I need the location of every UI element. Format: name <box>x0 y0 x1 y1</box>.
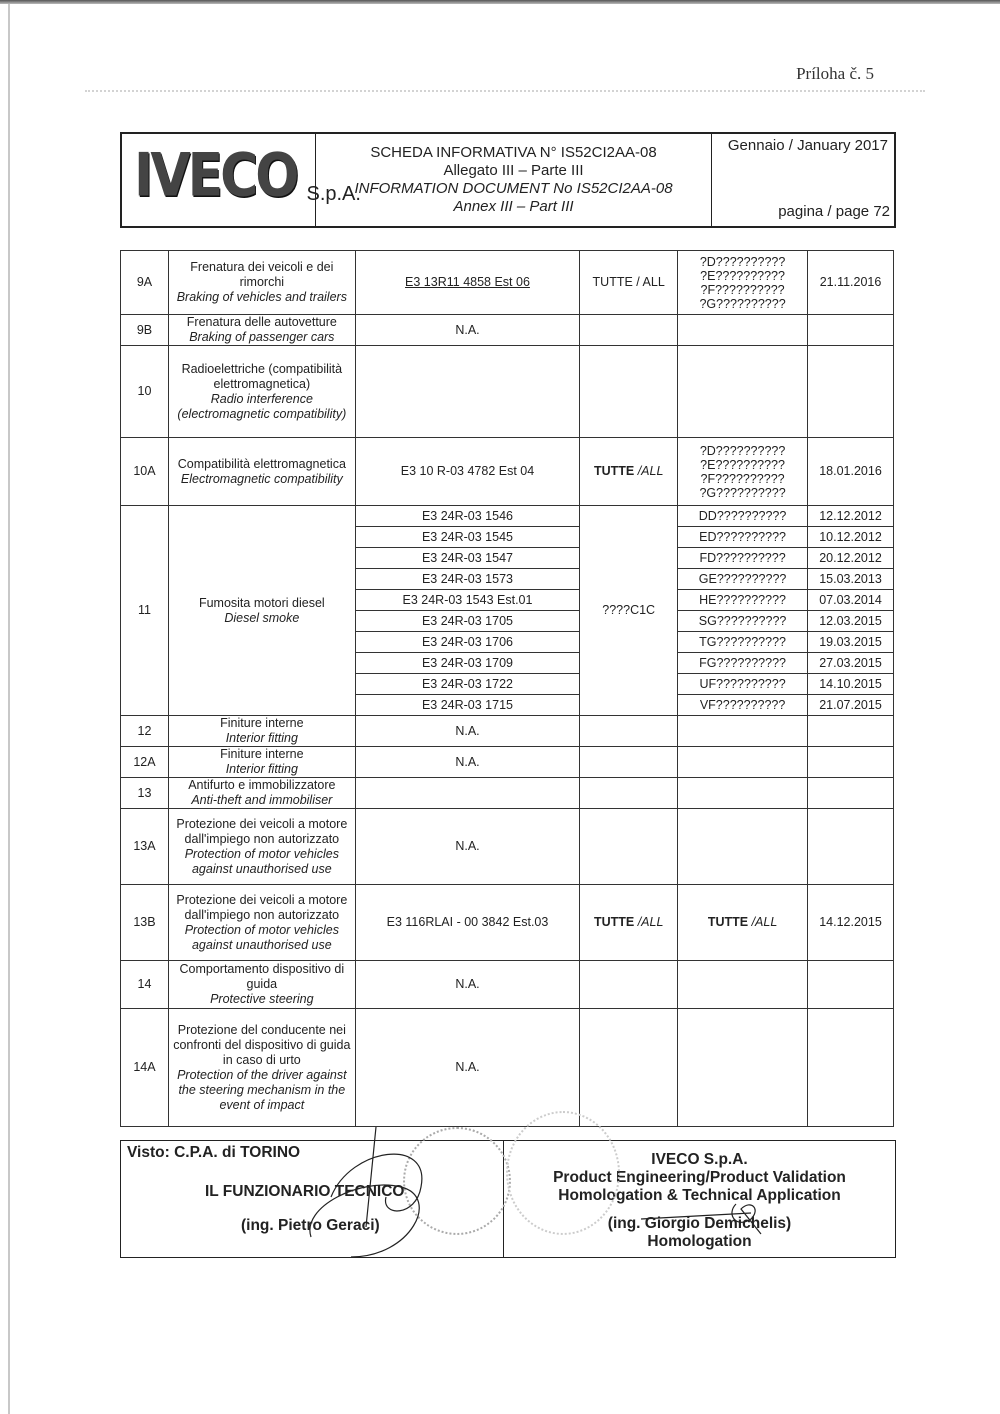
approval-number: E3 24R-03 1573 <box>355 569 580 590</box>
table-row <box>121 506 894 527</box>
description-it: Comportamento dispositivo di guida <box>179 962 345 991</box>
approval-number: E3 24R-03 1715 <box>355 695 580 716</box>
description-en: Interior fitting <box>225 762 298 776</box>
item-code: 13A <box>121 809 169 885</box>
description-it: Protezione del conducente nei confronti del dispositivo di guida in caso di urto <box>173 1022 351 1067</box>
variant-code: FG?????????? <box>678 653 808 674</box>
description-it: Compatibilità elettromagnetica <box>177 456 346 471</box>
authority-signature <box>121 1141 504 1257</box>
variants <box>678 778 808 809</box>
variants <box>678 747 808 778</box>
manufacturer-stamp-icon <box>506 1111 620 1235</box>
table-row <box>121 885 894 961</box>
document-title-it: SCHEDA INFORMATIVA N° IS52CI2AA-08 <box>370 144 657 161</box>
table-row <box>121 438 894 506</box>
applicability-it: TUTTE <box>593 464 635 478</box>
item-code: 14A <box>121 1009 169 1127</box>
variants <box>678 315 808 346</box>
table-row <box>121 747 894 778</box>
document-header <box>120 132 896 228</box>
applicability <box>580 778 678 809</box>
item-description <box>168 778 355 809</box>
item-code: 12 <box>121 716 169 747</box>
item-description <box>168 251 355 315</box>
scan-edge-left <box>8 4 10 1414</box>
variant-code: DD?????????? <box>678 506 808 527</box>
manufacturer-signatory: (ing. Giorgio Demichelis) <box>607 1215 792 1232</box>
variant-code: FD?????????? <box>678 548 808 569</box>
approval-number: E3 24R-03 1705 <box>355 611 580 632</box>
variants-en: /ALL <box>751 915 778 929</box>
variant-code: ?F?????????? <box>700 282 785 297</box>
document-title-block <box>316 134 712 226</box>
approval-date: 12.03.2015 <box>808 611 894 632</box>
page-number: 72 <box>873 203 890 220</box>
applicability-en: /ALL <box>637 915 664 929</box>
applicability <box>580 747 678 778</box>
variant-code: ED?????????? <box>678 527 808 548</box>
approval-number <box>355 346 580 438</box>
approval-date: 14.12.2015 <box>808 885 894 961</box>
variant-code: ?E?????????? <box>700 457 785 472</box>
variant-code: ?F?????????? <box>700 471 785 486</box>
document-subtitle-it: Allegato III – Parte III <box>443 162 584 179</box>
applicability <box>580 1009 678 1127</box>
document-date: Gennaio / January 2017 <box>727 137 888 154</box>
approval-number: N.A. <box>355 315 580 346</box>
approval-date: 21.11.2016 <box>808 251 894 315</box>
applicability-it: TUTTE <box>593 915 635 929</box>
applicability <box>580 346 678 438</box>
page-indicator <box>778 203 890 220</box>
item-code: 10A <box>121 438 169 506</box>
approval-number <box>355 778 580 809</box>
authority-role: IL FUNZIONARIO TECNICO <box>205 1183 405 1200</box>
description-en: Diesel smoke <box>224 610 300 625</box>
applicability <box>580 716 678 747</box>
item-description <box>168 885 355 961</box>
approval-number: E3 13R11 4858 Est 06 <box>355 251 580 315</box>
approval-number: E3 24R-03 1709 <box>355 653 580 674</box>
description-it: Finiture interne <box>220 716 304 730</box>
variant-code: ?E?????????? <box>700 268 785 283</box>
item-code: 13 <box>121 778 169 809</box>
description-it: Protezione dei veicoli a motore dall'impiego non autorizzato <box>176 892 348 922</box>
description-it: Radioelettriche (compatibilità elettromagnetica) <box>181 361 343 391</box>
document-title-en: INFORMATION DOCUMENT No IS52CI2AA-08 <box>354 180 673 197</box>
item-code: 9B <box>121 315 169 346</box>
table-row <box>121 1009 894 1127</box>
variants <box>678 885 808 961</box>
table-row <box>121 961 894 1009</box>
variant-code: ?D?????????? <box>699 443 786 458</box>
approval-date: 14.10.2015 <box>808 674 894 695</box>
description-en: Braking of vehicles and trailers <box>176 290 347 304</box>
approval-number: E3 24R-03 1545 <box>355 527 580 548</box>
approval-number: E3 10 R-03 4782 Est 04 <box>355 438 580 506</box>
approval-date <box>808 346 894 438</box>
applicability <box>580 809 678 885</box>
manufacturer-name: IVECO S.p.A. <box>651 1151 748 1168</box>
item-description <box>168 315 355 346</box>
approval-date: 07.03.2014 <box>808 590 894 611</box>
variants <box>678 809 808 885</box>
table-row <box>121 315 894 346</box>
scan-edge-top <box>0 0 1000 4</box>
item-description <box>168 961 355 1009</box>
manufacturer-department: Homologation & Technical Application <box>558 1187 841 1204</box>
approval-number: N.A. <box>355 961 580 1009</box>
variant-code: TG?????????? <box>678 632 808 653</box>
variants <box>678 251 808 315</box>
annex-label: Príloha č. 5 <box>796 64 874 83</box>
item-description <box>168 346 355 438</box>
variants <box>678 716 808 747</box>
document-subtitle-en: Annex III – Part III <box>453 198 574 215</box>
approval-number: N.A. <box>355 1009 580 1127</box>
approval-date: 27.03.2015 <box>808 653 894 674</box>
variant-code: SG?????????? <box>678 611 808 632</box>
description-it: Antifurto e immobilizzatore <box>188 778 336 792</box>
variants-it: TUTTE <box>707 915 749 929</box>
description-en: Protection of motor vehicles against unauthorised use <box>184 846 339 876</box>
item-code: 10 <box>121 346 169 438</box>
applicability <box>580 961 678 1009</box>
item-code: 14 <box>121 961 169 1009</box>
approval-date: 18.01.2016 <box>808 438 894 506</box>
item-description <box>168 716 355 747</box>
approval-date: 10.12.2012 <box>808 527 894 548</box>
applicability <box>580 315 678 346</box>
variant-code: ?D?????????? <box>699 254 786 269</box>
applicability <box>580 438 678 506</box>
authority-signatory: (ing. Pietro Geraci) <box>241 1217 380 1234</box>
manufacturer-department: Product Engineering/Product Validation <box>553 1169 846 1186</box>
approval-date <box>808 1009 894 1127</box>
approval-date <box>808 747 894 778</box>
description-en: Electromagnetic compatibility <box>180 471 343 486</box>
table-row <box>121 778 894 809</box>
approval-number: E3 24R-03 1546 <box>355 506 580 527</box>
item-code: 9A <box>121 251 169 315</box>
approval-number: E3 116RLAI - 00 3842 Est.03 <box>355 885 580 961</box>
approval-date <box>808 778 894 809</box>
manufacturer-signature-icon <box>641 1199 781 1239</box>
logo-suffix: S.p.A. <box>306 183 361 205</box>
approval-number: N.A. <box>355 716 580 747</box>
table-row <box>121 251 894 315</box>
approval-date <box>808 961 894 1009</box>
page-label: pagina / page <box>778 203 870 220</box>
table-row <box>121 716 894 747</box>
description-en: Protection of motor vehicles against unauthorised use <box>184 922 339 952</box>
applicability: ????C1C <box>580 506 678 716</box>
approval-number: E3 24R-03 1722 <box>355 674 580 695</box>
approval-number: N.A. <box>355 747 580 778</box>
approval-date: 19.03.2015 <box>808 632 894 653</box>
iveco-logo-mark: IVECO <box>134 141 297 211</box>
item-description <box>168 438 355 506</box>
item-description <box>168 747 355 778</box>
manufacturer-role: Homologation <box>647 1233 752 1250</box>
variant-code: GE?????????? <box>678 569 808 590</box>
approval-date: 12.12.2012 <box>808 506 894 527</box>
approval-date: 21.07.2015 <box>808 695 894 716</box>
description-it: Protezione dei veicoli a motore dall'impiego non autorizzato <box>176 816 348 846</box>
item-code: 11 <box>121 506 169 716</box>
description-en: Protective steering <box>210 992 314 1006</box>
variants <box>678 1009 808 1127</box>
approval-date: 15.03.2013 <box>808 569 894 590</box>
applicability: TUTTE / ALL <box>580 251 678 315</box>
variant-code: UF?????????? <box>678 674 808 695</box>
approval-number: E3 24R-03 1547 <box>355 548 580 569</box>
description-en: Anti-theft and immobiliser <box>191 793 333 807</box>
item-code: 12A <box>121 747 169 778</box>
item-code: 13B <box>121 885 169 961</box>
approval-date <box>808 716 894 747</box>
approvals-table <box>120 250 894 1127</box>
signature-block <box>120 1140 896 1258</box>
variant-code: VF?????????? <box>678 695 808 716</box>
description-en: Braking of passenger cars <box>189 330 335 344</box>
description-en: Interior fitting <box>225 731 298 745</box>
variants <box>678 961 808 1009</box>
approval-number: E3 24R-03 1543 Est.01 <box>355 590 580 611</box>
authority-name: Visto: C.P.A. di TORINO <box>127 1144 301 1161</box>
item-description <box>168 809 355 885</box>
approval-date <box>808 315 894 346</box>
approval-number: N.A. <box>355 809 580 885</box>
variants <box>678 438 808 506</box>
item-description <box>168 1009 355 1127</box>
variant-code: HE?????????? <box>678 590 808 611</box>
handwritten-signature-icon <box>291 1127 491 1267</box>
description-it: Frenatura dei veicoli e dei rimorchi <box>190 260 334 289</box>
applicability <box>580 885 678 961</box>
description-en: Protection of the driver against the steering mechanism in the event of impact <box>177 1067 347 1112</box>
variant-code: ?G?????????? <box>699 296 786 311</box>
applicability-en: /ALL <box>637 464 664 478</box>
document-meta <box>712 134 894 226</box>
variant-code: ?G?????????? <box>699 485 786 500</box>
table-row <box>121 346 894 438</box>
description-it: Frenatura delle autovetture <box>186 315 337 329</box>
company-logo <box>122 134 361 226</box>
table-row <box>121 809 894 885</box>
approval-number: E3 24R-03 1706 <box>355 632 580 653</box>
variants <box>678 346 808 438</box>
description-it: Fumosita motori diesel <box>198 595 325 610</box>
description-en: Radio interference (electromagnetic compatibility) <box>177 391 347 421</box>
approval-date: 20.12.2012 <box>808 548 894 569</box>
item-description <box>168 506 355 716</box>
description-it: Finiture interne <box>220 747 304 761</box>
header-rule <box>85 90 925 92</box>
approval-date <box>808 809 894 885</box>
